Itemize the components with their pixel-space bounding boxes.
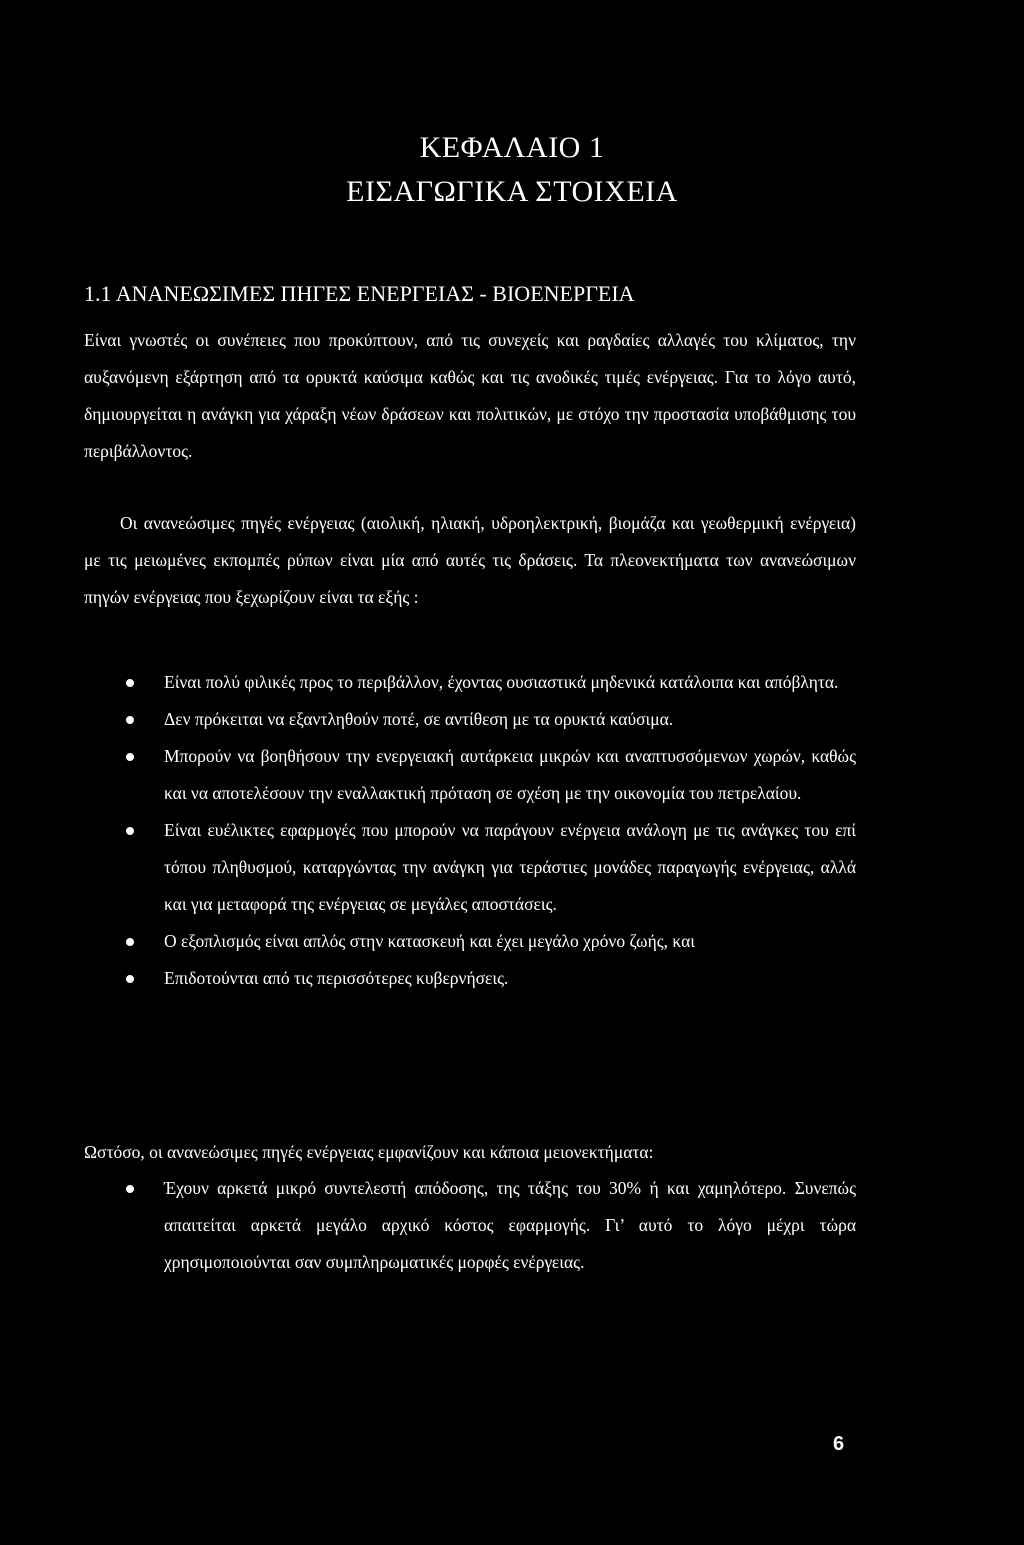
list-item (84, 701, 856, 738)
list-item-text: Δεν πρόκειται να εξαντληθούν ποτέ, σε αντίθεση με τα ορυκτά καύσιμα. (164, 709, 674, 729)
renewables-paragraph: Οι ανανεώσιμες πηγές ενέργειας (αιολική, ηλιακή, υδροηλεκτρική, βιομάζα και γεωθερμική ενέργεια) με τις μειωμένες εκπομπές ρύπων είναι μία από αυτές τις δράσεις. Τα πλεονεκτήματα των ανανεώσιμων πηγών ενέργειας που ξεχωρίζουν είναι τα εξής : (84, 513, 856, 607)
bullet-icon (126, 679, 134, 687)
list-item-text: Επιδοτούνται από τις περισσότερες κυβερνήσεις. (164, 968, 509, 988)
list-item (84, 812, 856, 923)
bullet-icon (126, 716, 134, 724)
list-item (84, 738, 856, 812)
disadvantages-list (84, 1170, 856, 1281)
page-number: 6 (833, 1433, 845, 1455)
bullet-icon (126, 827, 134, 835)
list-item-text: Έχουν αρκετά μικρό συντελεστή απόδοσης, της τάξης του 30% ή και χαμηλότερο. Συνεπώς απαιτείται αρκετά μεγάλο αρχικό κόστος εφαρμογής. Γι’ αυτό το λόγο μέχρι τώρα χρησιμοποιούνται σαν συμπληρωματικές μορφές ενέργειας. (164, 1178, 856, 1272)
bullet-icon (126, 1185, 134, 1193)
list-item-text: Είναι πολύ φιλικές προς το περιβάλλον, έχοντας ουσιαστικά μηδενικά κατάλοιπα και απόβλητα. (164, 672, 839, 692)
disadvantages-paragraph: Ωστόσο, οι ανανεώσιμες πηγές ενέργειας εμφανίζουν και κάποια μειονεκτήματα: (84, 1142, 654, 1162)
list-item-text: Ο εξοπλισμός είναι απλός στην κατασκευή και έχει μεγάλο χρόνο ζωής, και (164, 931, 695, 951)
chapter-title: ΕΙΣΑΓΩΓΙΚΑ ΣΤΟΙΧΕΙΑ (346, 175, 678, 208)
list-item (84, 960, 856, 997)
list-item-text: Είναι ευέλικτες εφαρμογές που μπορούν να παράγουν ενέργεια ανάλογη με τις ανάγκες του επί τόπου πληθυσμού, καταργώντας την ανάγκη για τεράστιες μονάδες παραγωγής ενέργειας, αλλά και για μεταφορά της ενέργειας σε μεγάλες αποστάσεις. (164, 820, 856, 914)
list-item-text: Μπορούν να βοηθήσουν την ενεργειακή αυτάρκεια μικρών και αναπτυσσόμενων χωρών, καθώς και να αποτελέσουν την εναλλακτική πρόταση σε σχέση με την οικονομία του πετρελαίου. (164, 746, 856, 803)
list-item (84, 664, 856, 701)
chapter-number: ΚΕΦΑΛΑΙΟ 1 (419, 131, 605, 164)
bullet-icon (126, 753, 134, 761)
bullet-icon (126, 938, 134, 946)
advantages-list (84, 664, 856, 997)
intro-paragraph: Είναι γνωστές οι συνέπειες που προκύπτουν, από τις συνεχείς και ραγδαίες αλλαγές του κλίματος, την αυξανόμενη εξάρτηση από τα ορυκτά καύσιμα καθώς και τις ανοδικές τιμές ενέργειας. Για το λόγο αυτό, δημιουργείται η ανάγκη για χάραξη νέων δράσεων και πολιτικών, με στόχο την προστασία υποβάθμισης του περιβάλλοντος. (84, 330, 856, 461)
section-heading: 1.1 ΑΝΑΝΕΩΣΙΜΕΣ ΠΗΓΕΣ ΕΝΕΡΓΕΙΑΣ - ΒΙΟΕΝΕΡΓΕΙΑ (84, 281, 635, 306)
list-item (84, 923, 856, 960)
bullet-icon (126, 975, 134, 983)
list-item (84, 1170, 856, 1281)
